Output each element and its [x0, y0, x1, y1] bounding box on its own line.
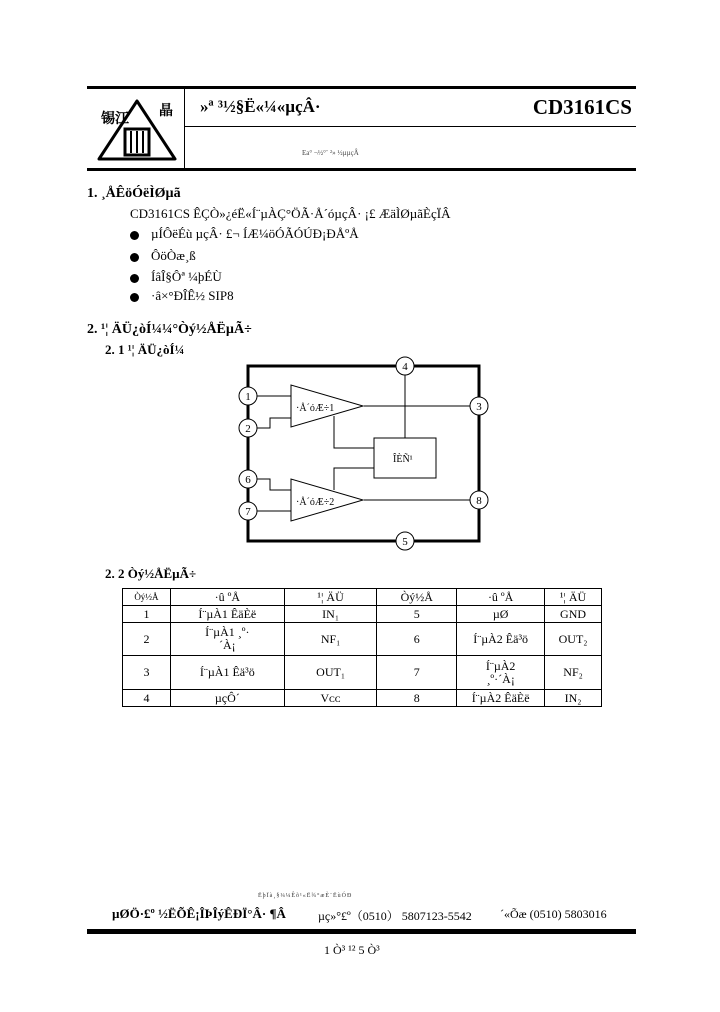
- block-diagram-heading: 2. 1 ¹¦ ÄÜ¿òÍ¼: [105, 342, 185, 357]
- table-cell: 7: [377, 656, 457, 690]
- feature-item: [130, 288, 234, 304]
- page-number: 1 Ò³ ¹² 5 Ò³: [324, 943, 380, 957]
- bullet-icon: [130, 253, 139, 262]
- header-cell: ·û ºÅ: [170, 589, 284, 606]
- table-cell: 6: [377, 623, 457, 656]
- header-cell: ¹¦ ÄÜ: [545, 589, 602, 606]
- footer-phone: µç»°£º（0510） 5807123-5542: [318, 909, 472, 923]
- bullet-icon: [130, 231, 139, 240]
- feature-item: [130, 226, 359, 242]
- pin-7-label: 7: [245, 506, 251, 518]
- amplifier1-label: ·Å´óÆ÷1: [296, 403, 335, 414]
- company-logo: [95, 95, 180, 165]
- table-cell: Í¨µÀ1 ¸º·´À¡: [170, 623, 284, 656]
- table-cell: 4: [123, 690, 171, 707]
- pin-description-table: [122, 588, 602, 707]
- table-cell: 1: [123, 606, 171, 623]
- header-top-rule: [87, 86, 636, 89]
- header-inner-rule: [185, 126, 636, 127]
- header-subtitle: Ea° ¬½°¨ ²» ½µµçÂ: [302, 149, 359, 157]
- feature-item: [130, 269, 222, 285]
- table-cell: 2: [123, 623, 171, 656]
- header-cell: Òý½Å: [377, 589, 457, 606]
- block-diagram: [230, 350, 500, 560]
- pin-2-label: 2: [245, 423, 251, 435]
- block-label: ÎÈÑ¹: [393, 454, 413, 465]
- feature-text: µÍÔëÉù µçÂ· £¬ ÍÆ¼öÓÃÓÚÐ¡ÐÅºÅ: [151, 226, 359, 241]
- footer-copyright: ËþÏà¸§¼¼Êõ¹«Ë¾°æÈ¨ËùÓÐ: [258, 893, 353, 899]
- table-cell: µØ: [457, 606, 545, 623]
- table-cell: NF₁: [284, 623, 377, 656]
- feature-text: ÔöÒæ¸ß: [151, 248, 196, 263]
- bullet-icon: [130, 293, 139, 302]
- pin-4-label: 4: [402, 361, 408, 373]
- table-cell: GND: [545, 606, 602, 623]
- footer-fax: ´«Õæ (0510) 5803016: [500, 907, 607, 921]
- table-cell: 3: [123, 656, 171, 690]
- table-row: [123, 690, 602, 707]
- pin-3-label: 3: [476, 401, 482, 413]
- company-name: »ª ³½§Ë«¼«µçÂ·: [200, 97, 321, 116]
- header-cell: Òý½Å: [123, 589, 171, 606]
- table-header-row: [123, 589, 602, 606]
- table-cell: OUT₁: [284, 656, 377, 690]
- table-row: [123, 606, 602, 623]
- table-cell: IN₂: [545, 690, 602, 707]
- footer-address: µØÖ·£º ½ËÕÊ¡ÎÞÎýÊÐÏ°Â· ¶Â: [112, 906, 286, 921]
- pin-table-heading: 2. 2 Òý½ÅËµÃ÷: [105, 566, 197, 581]
- pin-5-label: 5: [402, 536, 408, 548]
- feature-text: ÍâÎ§Ôª ¼þÉÙ: [151, 269, 222, 284]
- pin-8-label: 8: [476, 495, 482, 507]
- header-bottom-rule: [87, 168, 636, 171]
- table-cell: Í¨µÀ2 ÊäÈë: [457, 690, 545, 707]
- table-cell: Í¨µÀ2 ¸º·´À¡: [457, 656, 545, 690]
- part-number: CD3161CS: [532, 95, 632, 119]
- table-cell: Í¨µÀ1 Êä³ö: [170, 656, 284, 690]
- bullet-icon: [130, 274, 139, 283]
- section2-heading: 2. ¹¦ ÄÜ¿òÍ¼¼°Òý½ÅËµÃ÷: [87, 322, 252, 337]
- section1-intro: CD3161CS ÊÇÒ»¿éË«Í¨µÀÇ°ÖÃ·Å´óµçÂ· ¡£ ÆäÌØµãÈçÏÂ: [130, 206, 451, 221]
- table-cell: 8: [377, 690, 457, 707]
- feature-text: ·â×°ÐÎÊ½ SIP8: [151, 288, 234, 303]
- table-cell: Vᴄᴄ: [284, 690, 377, 707]
- table-cell: 5: [377, 606, 457, 623]
- header-cell: ¹¦ ÄÜ: [284, 589, 377, 606]
- header-cell: ·û ºÅ: [457, 589, 545, 606]
- table-cell: Í¨µÀ1 ÊäÈë: [170, 606, 284, 623]
- table-cell: NF₂: [545, 656, 602, 690]
- pin-1-label: 1: [245, 391, 251, 403]
- table-cell: µçÔ´: [170, 690, 284, 707]
- table-cell: OUT₂: [545, 623, 602, 656]
- logo-glyph-left: 锡江: [101, 112, 129, 127]
- pin-6-label: 6: [245, 474, 251, 486]
- logo-glyph-right: 晶: [159, 104, 173, 119]
- footer-rule: [87, 929, 636, 934]
- table-cell: Í¨µÀ2 Êä³ö: [457, 623, 545, 656]
- feature-item: [130, 248, 196, 264]
- section1-heading: 1. ¸ÅÊöÓëÌØµã: [87, 186, 181, 201]
- table-cell: IN₁: [284, 606, 377, 623]
- header-divider: [184, 88, 185, 169]
- amplifier2-label: ·Å´óÆ÷2: [296, 497, 335, 508]
- table-row: [123, 623, 602, 656]
- table-row: [123, 656, 602, 690]
